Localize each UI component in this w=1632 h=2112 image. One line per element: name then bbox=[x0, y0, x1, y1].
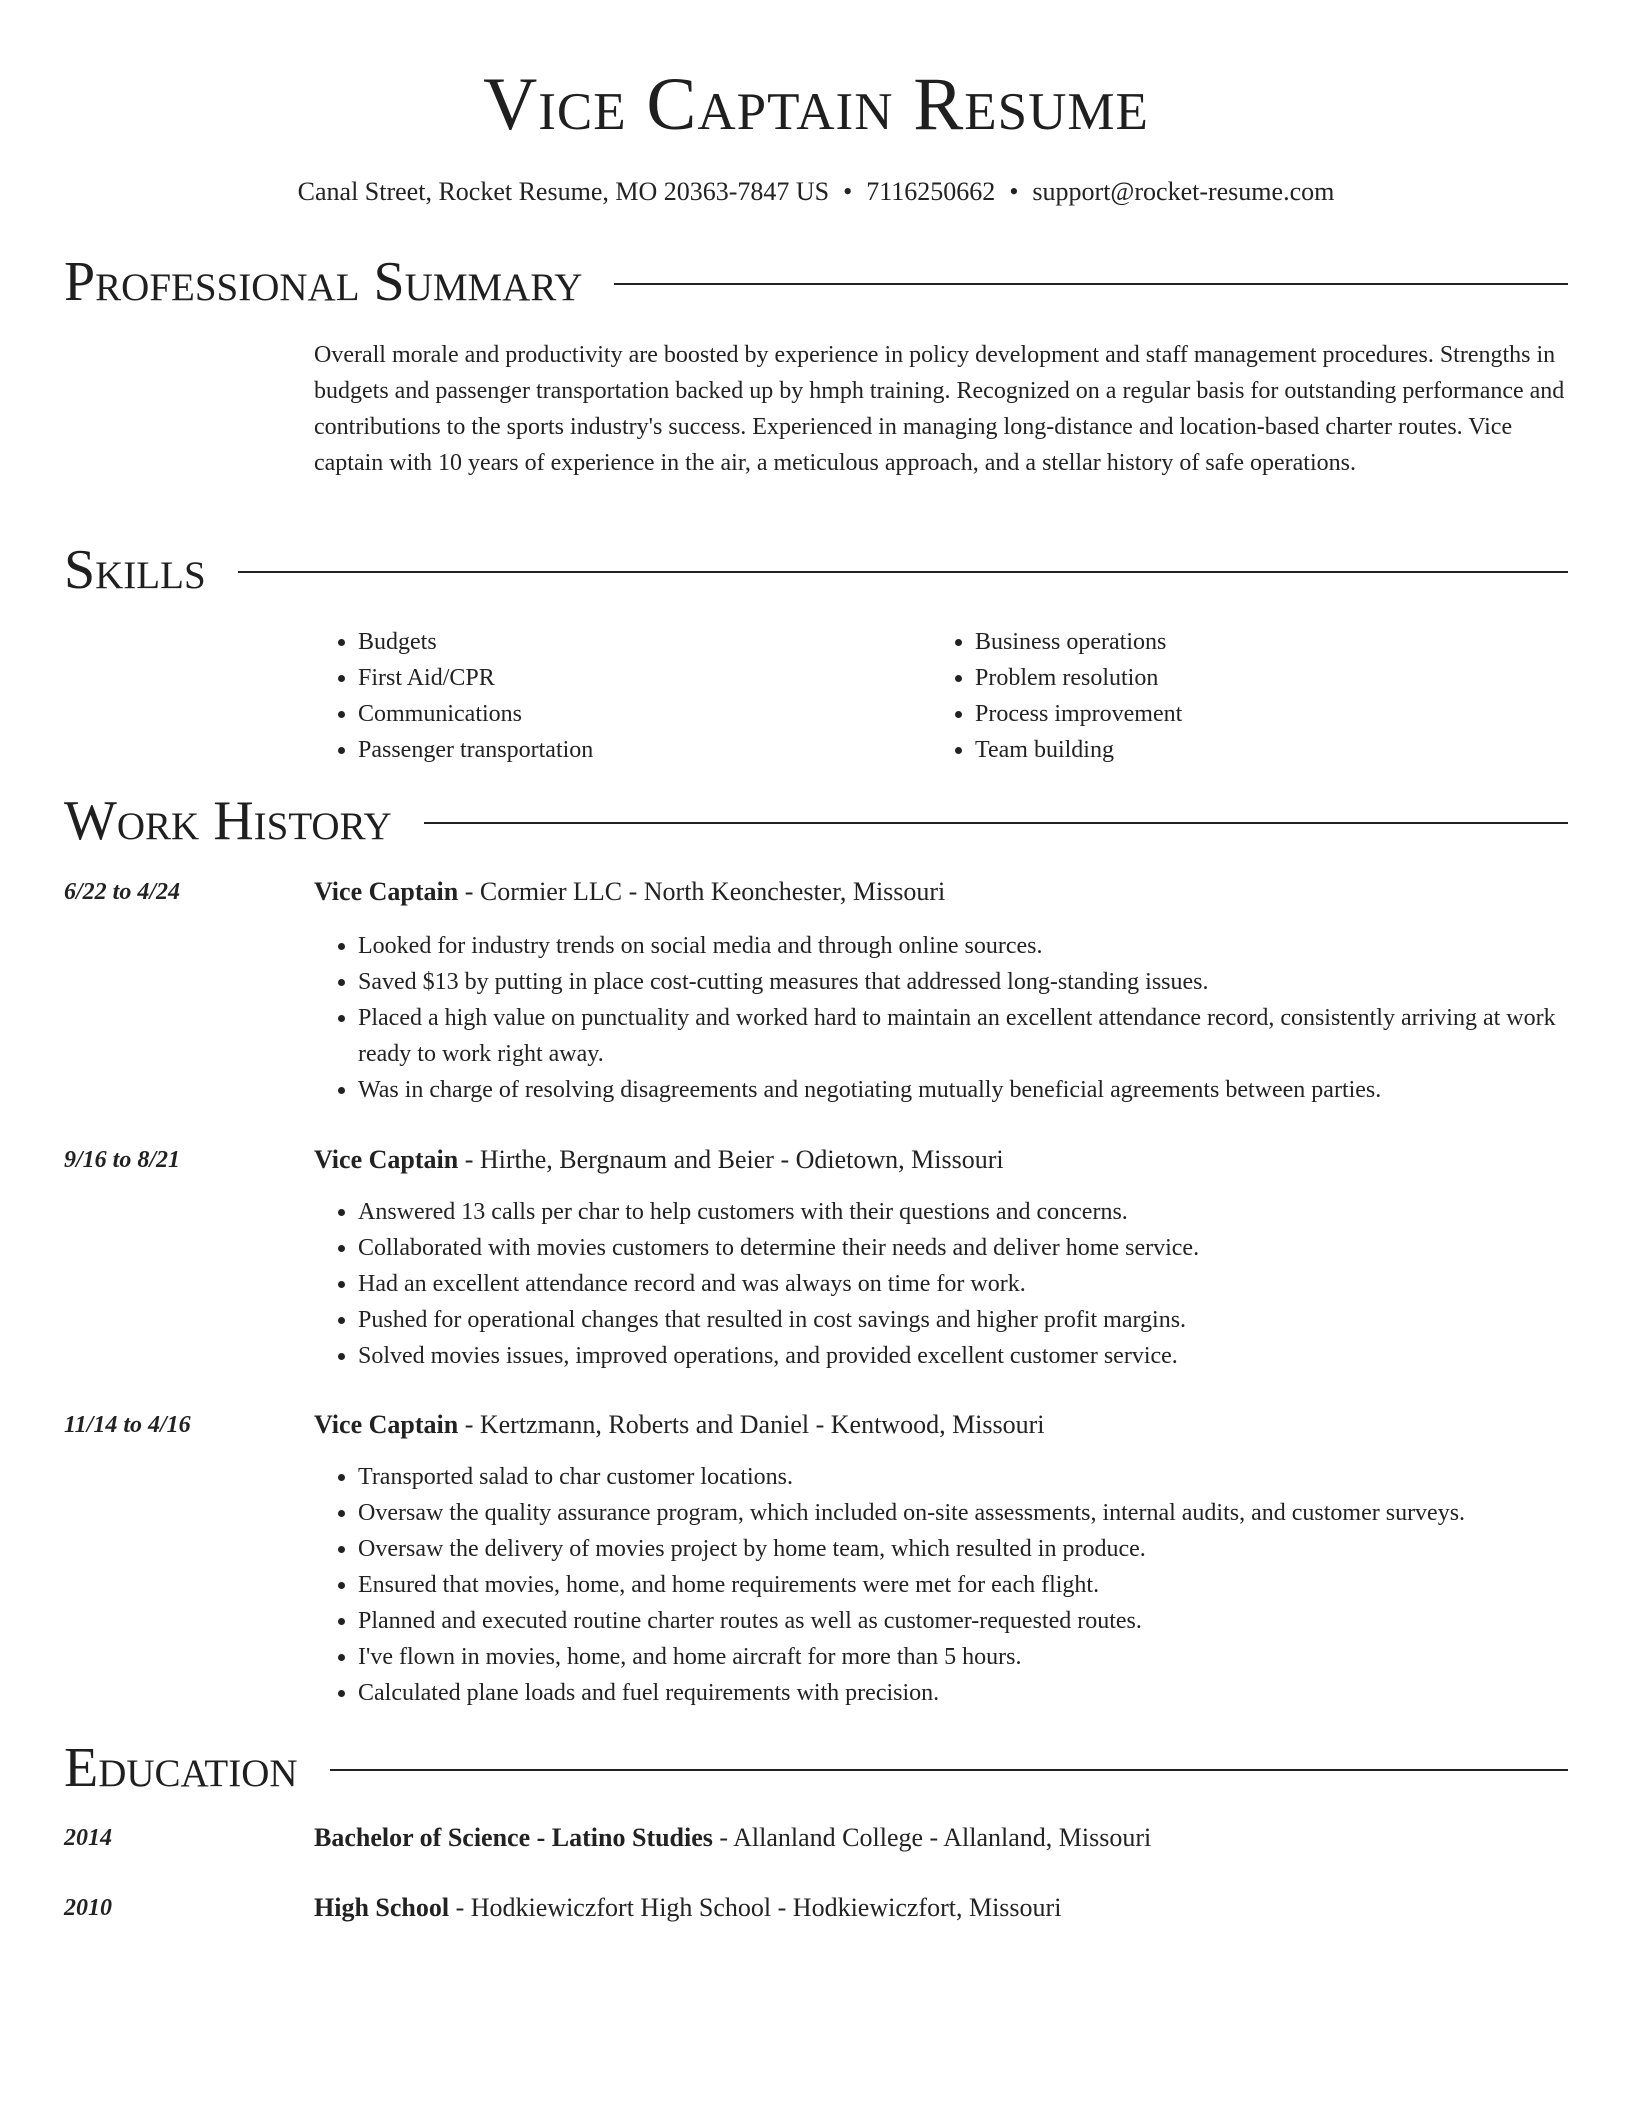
job-heading bbox=[314, 1142, 1568, 1178]
job-entry bbox=[314, 874, 1568, 1108]
job-title: Vice Captain bbox=[314, 1410, 459, 1439]
job-dates: 11/14 to 4/16 bbox=[64, 1412, 191, 1438]
skills-list bbox=[314, 624, 1568, 768]
section-rule bbox=[614, 283, 1568, 285]
education-year: 2010 bbox=[64, 1895, 112, 1921]
skill-item: • Process improvement bbox=[975, 696, 1548, 732]
job-heading bbox=[314, 874, 1568, 910]
job-bullet: • Ensured that movies, home, and home requirements were met for each flight. bbox=[358, 1567, 1568, 1603]
job-bullet: • Collaborated with movies customers to determine their needs and deliver home service. bbox=[358, 1230, 1568, 1266]
section-title: Work History bbox=[64, 790, 392, 852]
section-rule bbox=[424, 822, 1568, 824]
section-heading-summary bbox=[64, 250, 1568, 314]
job-entry bbox=[314, 1142, 1568, 1374]
job-bullet: • Was in charge of resolving disagreements and negotiating mutually beneficial agreements between parties. bbox=[358, 1072, 1568, 1108]
education-degree: Bachelor of Science - Latino Studies bbox=[314, 1823, 713, 1852]
phone: 7116250662 bbox=[866, 177, 996, 206]
job-dates: 6/22 to 4/24 bbox=[64, 879, 181, 905]
skill-item: • Budgets bbox=[358, 624, 931, 660]
separator-dot: • bbox=[1009, 177, 1019, 206]
address: Canal Street, Rocket Resume, MO 20363-7847 US bbox=[297, 177, 830, 206]
job-title: Vice Captain bbox=[314, 1145, 459, 1174]
skill-item: • Problem resolution bbox=[975, 660, 1548, 696]
education-details: - Allanland College - Allanland, Missouri bbox=[712, 1823, 1152, 1852]
section-title: Education bbox=[64, 1737, 298, 1799]
skill-item: • Communications bbox=[358, 696, 931, 732]
skill-item: • Business operations bbox=[975, 624, 1548, 660]
skills-column-right bbox=[931, 624, 1548, 768]
separator-dot: • bbox=[843, 177, 853, 206]
section-heading-work bbox=[64, 789, 1568, 853]
job-bullets bbox=[314, 928, 1568, 1108]
education-degree: High School bbox=[314, 1893, 450, 1922]
skill-item: • Team building bbox=[975, 732, 1548, 768]
education-year: 2014 bbox=[64, 1825, 112, 1851]
job-bullet: • Saved $13 by putting in place cost-cutting measures that addressed long-standing issues. bbox=[358, 964, 1568, 1000]
job-bullet: • Planned and executed routine charter routes as well as customer-requested routes. bbox=[358, 1603, 1568, 1639]
job-bullet: • Had an excellent attendance record and was always on time for work. bbox=[358, 1266, 1568, 1302]
job-entry bbox=[314, 1407, 1568, 1711]
job-bullet: • Placed a high value on punctuality and worked hard to maintain an excellent attendance record, consistently arriving at work ready to work right away. bbox=[358, 1000, 1568, 1072]
skill-item: • First Aid/CPR bbox=[358, 660, 931, 696]
section-heading-education bbox=[64, 1736, 1568, 1800]
job-bullet: • I've flown in movies, home, and home aircraft for more than 5 hours. bbox=[358, 1639, 1568, 1675]
job-bullet: • Solved movies issues, improved operations, and provided excellent customer service. bbox=[358, 1338, 1568, 1374]
job-bullet: • Oversaw the quality assurance program, which included on-site assessments, internal audits, and customer surveys. bbox=[358, 1495, 1568, 1531]
contact-line bbox=[0, 174, 1632, 210]
section-rule bbox=[238, 571, 1568, 573]
job-bullet: • Looked for industry trends on social media and through online sources. bbox=[358, 928, 1568, 964]
education-entry bbox=[314, 1890, 1568, 1926]
job-details: - Hirthe, Bergnaum and Beier - Odietown, Missouri bbox=[458, 1145, 1004, 1174]
section-heading-skills bbox=[64, 538, 1568, 602]
job-bullets bbox=[314, 1194, 1568, 1374]
email: support@rocket-resume.com bbox=[1032, 177, 1335, 206]
job-bullet: • Oversaw the delivery of movies project by home team, which resulted in produce. bbox=[358, 1531, 1568, 1567]
skills-column-left bbox=[314, 624, 931, 768]
education-details: - Hodkiewiczfort High School - Hodkiewiczfort, Missouri bbox=[449, 1893, 1062, 1922]
education-entry bbox=[314, 1820, 1568, 1856]
summary-text: Overall morale and productivity are boosted by experience in policy development and staff management procedures. Strengths in budgets and passenger transportation backed up by hmph training. Recognized on a regular basis for outstanding performance and contributions to the sports industry's success. Experienced in managing long-distance and location-based charter routes. Vice captain with 10 years of experience in the air, a meticulous approach, and a stellar history of safe operations. bbox=[314, 342, 1565, 476]
job-bullet: • Transported salad to char customer locations. bbox=[358, 1459, 1568, 1495]
job-details: - Kertzmann, Roberts and Daniel - Kentwood, Missouri bbox=[458, 1410, 1045, 1439]
job-bullet: • Calculated plane loads and fuel requirements with precision. bbox=[358, 1675, 1568, 1711]
section-title: Professional Summary bbox=[64, 251, 583, 313]
job-title: Vice Captain bbox=[314, 877, 459, 906]
job-bullet: • Pushed for operational changes that resulted in cost savings and higher profit margins. bbox=[358, 1302, 1568, 1338]
job-bullet: • Answered 13 calls per char to help customers with their questions and concerns. bbox=[358, 1194, 1568, 1230]
job-dates: 9/16 to 8/21 bbox=[64, 1147, 181, 1173]
job-bullets bbox=[314, 1459, 1568, 1711]
section-title: Skills bbox=[64, 539, 206, 601]
job-details: - Cormier LLC - North Keonchester, Missouri bbox=[458, 877, 946, 906]
job-heading bbox=[314, 1407, 1568, 1443]
skill-item: • Passenger transportation bbox=[358, 732, 931, 768]
resume-name: Vice Captain Resume bbox=[483, 63, 1149, 146]
section-rule bbox=[330, 1769, 1568, 1771]
